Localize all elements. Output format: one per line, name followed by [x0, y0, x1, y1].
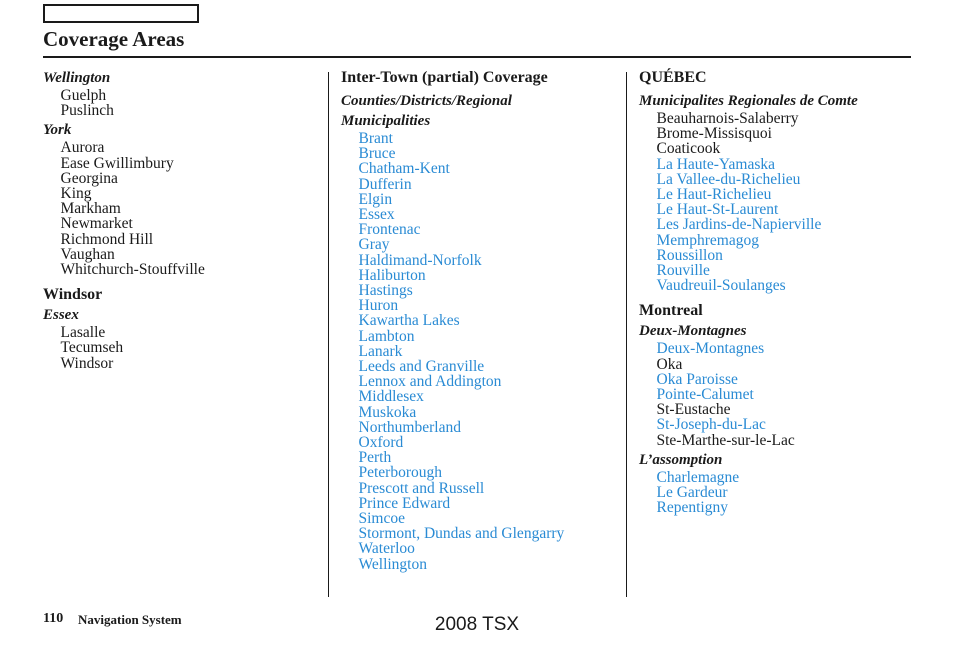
- region-heading-essex: Essex: [43, 307, 79, 324]
- lassomption-list: [639, 470, 919, 516]
- list-item[interactable]: Stormont, Dundas and Glengarry: [358, 525, 565, 543]
- list-item[interactable]: Pointe-Calumet: [656, 386, 754, 404]
- list-item[interactable]: Le Haut-St-Laurent: [656, 201, 779, 219]
- list-item: Oka: [656, 355, 683, 373]
- region-heading-counties-line1: Counties/Districts/Regional: [341, 93, 512, 109]
- deux-montagnes-list: [639, 341, 919, 447]
- list-item[interactable]: Repentigny: [656, 499, 728, 517]
- list-item[interactable]: Bruce: [358, 145, 396, 163]
- list-item: Beauharnois-Salaberry: [656, 110, 799, 127]
- list-item[interactable]: Le Haut-Richelieu: [656, 186, 772, 204]
- list-item[interactable]: Frontenac: [358, 221, 421, 239]
- york-list: [43, 140, 323, 277]
- list-item[interactable]: Dufferin: [358, 175, 412, 193]
- list-item: Lasalle: [60, 324, 106, 342]
- list-item[interactable]: Les Jardins-de-Napierville: [656, 216, 822, 234]
- section-heading-windsor: Windsor: [43, 286, 103, 304]
- list-item[interactable]: Roussillon: [656, 246, 723, 264]
- section-heading-inter-town: Inter-Town (partial) Coverage: [341, 69, 548, 86]
- column-2: [341, 68, 621, 574]
- footer-label: Navigation System: [78, 612, 182, 627]
- list-item: Ease Gwillimbury: [60, 154, 174, 172]
- list-item[interactable]: Prince Edward: [358, 494, 451, 512]
- list-item: Coaticook: [656, 140, 721, 158]
- list-item[interactable]: Haliburton: [358, 266, 426, 284]
- list-item[interactable]: Perth: [358, 449, 392, 467]
- list-item[interactable]: Hastings: [358, 282, 413, 300]
- list-item[interactable]: Charlemagne: [656, 468, 740, 486]
- list-item: St-Eustache: [656, 401, 731, 419]
- list-item[interactable]: St-Joseph-du-Lac: [656, 416, 766, 434]
- region-heading-mrc: Municipalites Regionales de Comte: [639, 93, 858, 109]
- list-item[interactable]: Lambton: [358, 327, 415, 345]
- essex-list: [43, 325, 323, 371]
- region-heading-york: York: [43, 122, 72, 139]
- column-divider-2: [626, 72, 627, 597]
- title-rule: [43, 56, 911, 58]
- list-item[interactable]: Rouville: [656, 262, 710, 280]
- list-item: Markham: [60, 200, 121, 218]
- column-3: [639, 68, 919, 517]
- list-item[interactable]: Oka Paroisse: [656, 370, 738, 388]
- list-item[interactable]: Deux-Montagnes: [656, 340, 765, 358]
- list-item[interactable]: Oxford: [358, 434, 404, 452]
- list-item[interactable]: Elgin: [358, 190, 393, 208]
- list-item[interactable]: Brant: [358, 130, 393, 147]
- list-item: Puslinch: [60, 102, 114, 120]
- region-heading-wellington: Wellington: [43, 70, 111, 86]
- counties-list: [341, 131, 621, 572]
- list-item[interactable]: Huron: [358, 297, 399, 315]
- list-item[interactable]: Northumberland: [358, 418, 461, 436]
- list-item[interactable]: Peterborough: [358, 464, 443, 482]
- list-item: Tecumseh: [60, 339, 124, 357]
- region-heading-lassomption: L’assomption: [639, 451, 723, 468]
- mrc-list: [639, 111, 919, 293]
- list-item[interactable]: Vaudreuil-Soulanges: [656, 277, 786, 295]
- section-heading-quebec: QUÉBEC: [639, 69, 707, 86]
- list-item: Brome-Missisquoi: [656, 125, 772, 143]
- list-item[interactable]: Gray: [358, 236, 390, 254]
- list-item[interactable]: Le Gardeur: [656, 484, 728, 502]
- list-item[interactable]: Muskoka: [358, 403, 417, 421]
- list-item[interactable]: Essex: [358, 206, 395, 224]
- list-item[interactable]: Middlesex: [358, 388, 424, 406]
- list-item[interactable]: Simcoe: [358, 510, 405, 528]
- list-item: King: [60, 185, 92, 203]
- list-item[interactable]: Lanark: [358, 342, 403, 360]
- page-title: Coverage Areas: [43, 27, 185, 51]
- list-item[interactable]: Wellington: [358, 555, 427, 573]
- list-item: Richmond Hill: [60, 230, 154, 248]
- list-item: Guelph: [60, 87, 107, 104]
- list-item[interactable]: Haldimand-Norfolk: [358, 251, 482, 269]
- list-item: Whitchurch-Stouffville: [60, 261, 205, 279]
- list-item: Aurora: [60, 139, 105, 157]
- page-number: 110: [43, 611, 64, 626]
- region-heading-counties-line2: Municipalities: [341, 113, 431, 129]
- column-divider-1: [328, 72, 329, 597]
- list-item[interactable]: Lennox and Addington: [358, 373, 502, 391]
- region-heading-deux-montagnes: Deux-Montagnes: [639, 323, 747, 340]
- list-item[interactable]: Kawartha Lakes: [358, 312, 460, 330]
- list-item[interactable]: Memphremagog: [656, 231, 759, 249]
- list-item: Windsor: [60, 354, 114, 372]
- list-item[interactable]: La Vallee-du-Richelieu: [656, 170, 801, 188]
- list-item: Ste-Marthe-sur-le-Lac: [656, 431, 795, 449]
- list-item[interactable]: Waterloo: [358, 540, 415, 558]
- list-item[interactable]: Chatham-Kent: [358, 160, 450, 178]
- list-item: Newmarket: [60, 215, 133, 233]
- section-heading-montreal: Montreal: [639, 302, 703, 320]
- list-item: Vaughan: [60, 245, 115, 263]
- list-item[interactable]: Prescott and Russell: [358, 479, 485, 497]
- section-tab-box: [43, 4, 199, 23]
- list-item[interactable]: La Haute-Yamaska: [656, 155, 776, 173]
- list-item: Georgina: [60, 169, 118, 187]
- footer-model: 2008 TSX: [434, 614, 520, 635]
- list-item[interactable]: Leeds and Granville: [358, 358, 485, 376]
- wellington-list: [43, 88, 323, 118]
- column-1: [43, 68, 323, 373]
